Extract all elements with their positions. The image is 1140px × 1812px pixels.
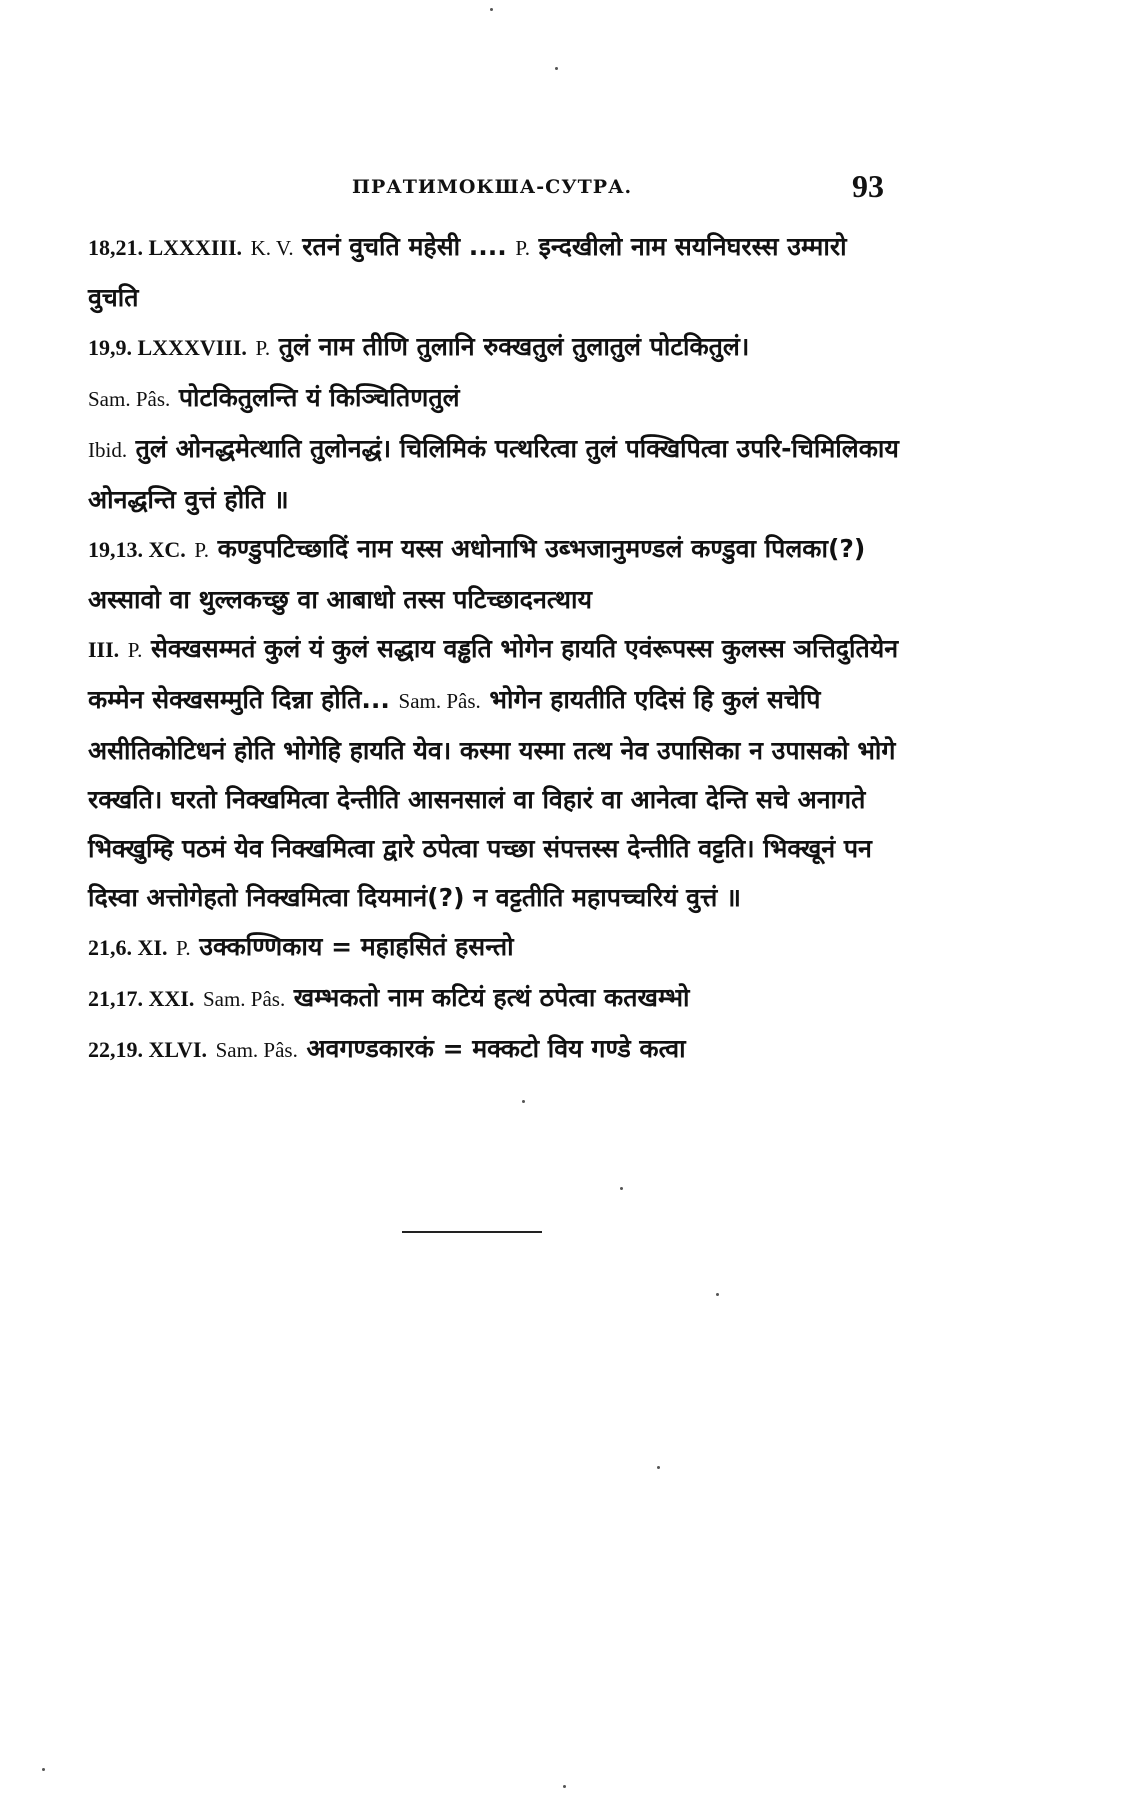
note-ref: 22,19. XLVI. xyxy=(88,1037,207,1062)
note-source: P. xyxy=(194,538,209,562)
print-speck xyxy=(555,67,558,70)
note-ref: 21,6. XI. xyxy=(88,935,168,960)
running-header xyxy=(0,170,1140,210)
note-text: खम्भकतो नाम कटियं हत्थं ठपेत्वा कतखम्भो xyxy=(293,983,690,1012)
note-21-6 xyxy=(88,922,900,973)
note-source: P. xyxy=(127,638,143,662)
note-source: Sam. Pâs. xyxy=(88,387,171,411)
print-speck xyxy=(620,1187,623,1190)
note-ref: 21,17. XXI. xyxy=(88,986,195,1011)
note-text: तुलं नाम तीणि तुलानि रुक्खतुलं तुलातुलं पोटकितुलं। xyxy=(278,332,750,361)
note-ref: 19,9. LXXXVIII. xyxy=(88,335,247,360)
note-text: उक्कण्णिकाय = महाहसितं हसन्तो xyxy=(199,932,514,961)
note-source: Ibid. xyxy=(88,438,128,462)
note-21-17 xyxy=(88,973,900,1024)
note-source: Sam. Pâs. xyxy=(215,1038,298,1062)
note-text: अवगण्डकारकं = मक्कटो विय गण्डे कत्वा xyxy=(306,1034,686,1063)
note-19-13 xyxy=(88,524,900,624)
page-number: 93 xyxy=(852,168,884,204)
note-source: P. xyxy=(176,936,191,960)
note-source: P. xyxy=(255,336,271,360)
note-source: P. xyxy=(515,236,530,260)
note-ref: III. xyxy=(88,637,120,662)
note-ref: 18,21. LXXXIII. xyxy=(88,235,243,260)
print-speck xyxy=(657,1466,660,1469)
note-text: कण्डुपटिच्छादिं नाम यस्स अधोनाभि उब्भजानुमण्डलं कण्डुवा पिलका(?) अस्सावो वा थुल्लकच्छु वा आबाधो तस्स पटिच्छादनत्थाय xyxy=(88,534,866,614)
note-text: तुलं ओनद्धमेत्थाति तुलोनद्धं। चिलिमिकं पत्थरित्वा तुलं पक्खिपित्वा उपरि-चिमिलिकाय ओनद्धन्ति वुत्तं होति ॥ xyxy=(88,434,899,514)
print-speck xyxy=(42,1768,45,1771)
note-text: इन्दखीलो नाम सयनिघरस्स उम्मारो वुचति xyxy=(88,232,847,312)
note-iii xyxy=(88,624,900,922)
note-source: Sam. Pâs. xyxy=(398,689,481,713)
note-22-19 xyxy=(88,1024,900,1075)
note-sam-pas xyxy=(88,373,900,424)
note-18-21 xyxy=(88,222,900,322)
note-source: K. V. xyxy=(250,236,294,260)
print-speck xyxy=(563,1785,566,1788)
print-speck xyxy=(716,1293,719,1296)
note-19-9 xyxy=(88,322,900,373)
note-ibid xyxy=(88,424,900,524)
note-text: रतनं वुचति महेसी .... xyxy=(302,232,507,261)
end-rule xyxy=(402,1231,542,1233)
print-speck xyxy=(522,1100,525,1103)
note-ref: 19,13. XC. xyxy=(88,537,186,562)
notes-list xyxy=(88,222,900,1075)
note-text: सेक्खसम्मतं कुलं यं कुलं सद्धाय वड्ढति भोगेन हायति एवंरूपस्स कुलस्स ञत्तिदुतियेन कम्मेन सेक्खसम्मुति दिन्ना होति... xyxy=(88,634,899,714)
note-source: Sam. Pâs. xyxy=(202,987,286,1011)
note-text: भोगेन हायतीति एदिसं हि कुलं सचेपि असीतिकोटिधनं होति भोगेहि हायति येव। कस्मा यस्मा तत्थ नेव उपासिका न उपासको भोगे रक्खति। घरतो निक्खमित्वा देन्तीति आसनसालं वा विहारं वा आनेत्वा देन्ति सचे अनागते भिक्खुम्हि पठमं येव निक्खमित्वा द्वारे ठपेत्वा पच्छा संपत्तस्स देन्तीति वट्टति। भिक्खूनं पन दिस्वा अत्तोगेहतो निक्खमित्वा दियमानं(?) न वट्टतीति महापच्चरियं वुत्तं ॥ xyxy=(88,685,896,912)
note-text: पोटकितुलन्ति यं किञ्चितिणतुलं xyxy=(178,383,460,412)
print-speck xyxy=(490,8,493,11)
running-title: ПРАТИМОКША-СУТРА. xyxy=(352,176,633,198)
